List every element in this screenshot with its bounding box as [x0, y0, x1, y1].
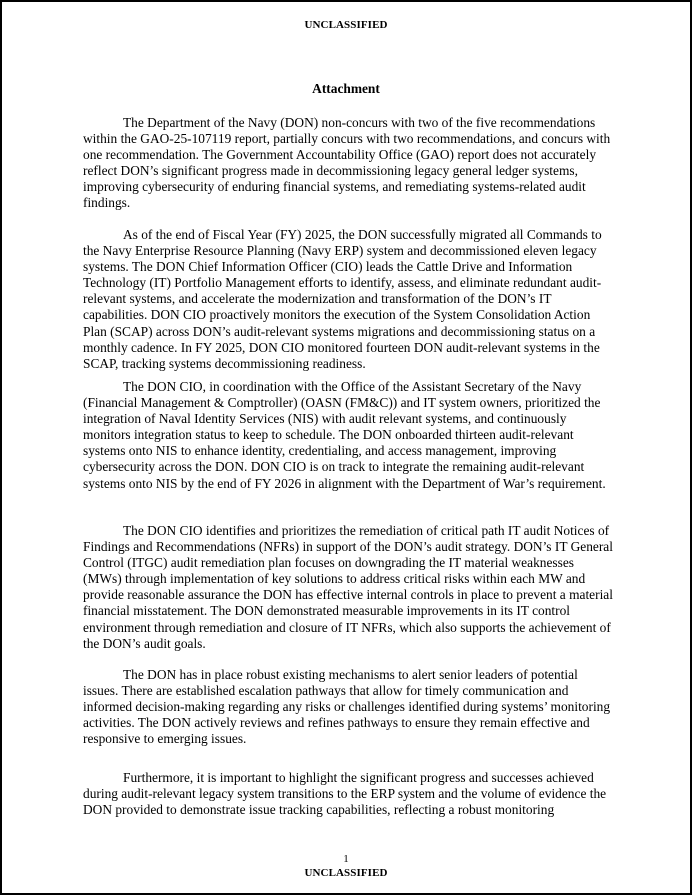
document-title: Attachment [312, 81, 380, 96]
paragraph-legacy-systems-decommissioning: As of the end of Fiscal Year (FY) 2025, the DON successfully migrated all Commands to the Navy Enterprise Resource Planning (Navy ERP) system and decommissioned eleven legacy systems. The DON Chief Information Officer (CIO) leads the Cattle Drive and Information Technology (IT) Portfolio Management efforts to identify, assess, and eliminate redundant audit-relevant systems, and accelerate the modernization and transformation of the DON’s IT capabilities. DON CIO proactively monitors the execution of the System Consolidation Action Plan (SCAP) across DON’s audit-relevant systems migrations and decommissioning status on a monthly cadence. In FY 2025, DON CIO monitored fourteen DON audit-relevant systems in the SCAP, tracking systems decommissioning readiness. [83, 227, 602, 371]
paragraph-naval-identity-services: The DON CIO, in coordination with the Office of the Assistant Secretary of the Navy (Financial Management & Comptroller) (OASN (FM&C)) and IT system owners, prioritized the integration of Naval Identity Services (NIS) with audit relevant systems, and continuously monitors integration status to keep to schedule. The DON onboarded thirteen audit-relevant systems onto NIS to enhance identity, credentialing, and access management, improving cybersecurity across the DON. DON CIO is on track to integrate the remaining audit-relevant systems onto NIS by the end of FY 2026 in alignment with the Department of War’s requirement. [83, 379, 606, 491]
paragraph-recommendations-response: The Department of the Navy (DON) non-concurs with two of the five recommendations within the GAO-25-107119 report, partially concurs with two recommendations, and concurs with one recommendation. The Government Accountability Office (GAO) report does not accurately reflect DON’s significant progress made in decommissioning legacy general ledger systems, improving cybersecurity of enduring financial systems, and remediating systems-related audit findings. [83, 115, 611, 211]
page-number: 1 [343, 853, 349, 865]
paragraph-audit-nfr-remediation: The DON CIO identifies and prioritizes the remediation of critical path IT audit Notices of Findings and Recommendations (NFRs) in support of the DON’s audit strategy. DON’s IT General Control (ITGC) audit remediation plan focuses on downgrading the IT material weaknesses (MWs) through implementation of key solutions to address critical risks within each MW and provide reasonable assurance the DON has effective internal controls in place to prevent a material financial misstatement. The DON demonstrated measurable improvements in its IT control environment through remediation and closure of IT NFRs, which also supports the achievement of the DON’s audit goals. [83, 523, 613, 651]
footer-classification-marking: UNCLASSIFIED [304, 867, 388, 879]
paragraph-system-transitions-progress: Furthermore, it is important to highlight the significant progress and successes achieved during audit-relevant legacy system transitions to the ERP system and the volume of evidence the DON provided to demonstrate issue tracking capabilities, reflecting a robust monitoring [83, 770, 607, 818]
paragraph-escalation-mechanisms: The DON has in place robust existing mechanisms to alert senior leaders of potential issues. There are established escalation pathways that allow for timely communication and informed decision-making regarding any risks or challenges identified during systems’ monitoring activities. The DON actively reviews and refines pathways to ensure they remain effective and responsive to emerging issues. [83, 667, 611, 747]
header-classification-marking: UNCLASSIFIED [304, 19, 388, 31]
